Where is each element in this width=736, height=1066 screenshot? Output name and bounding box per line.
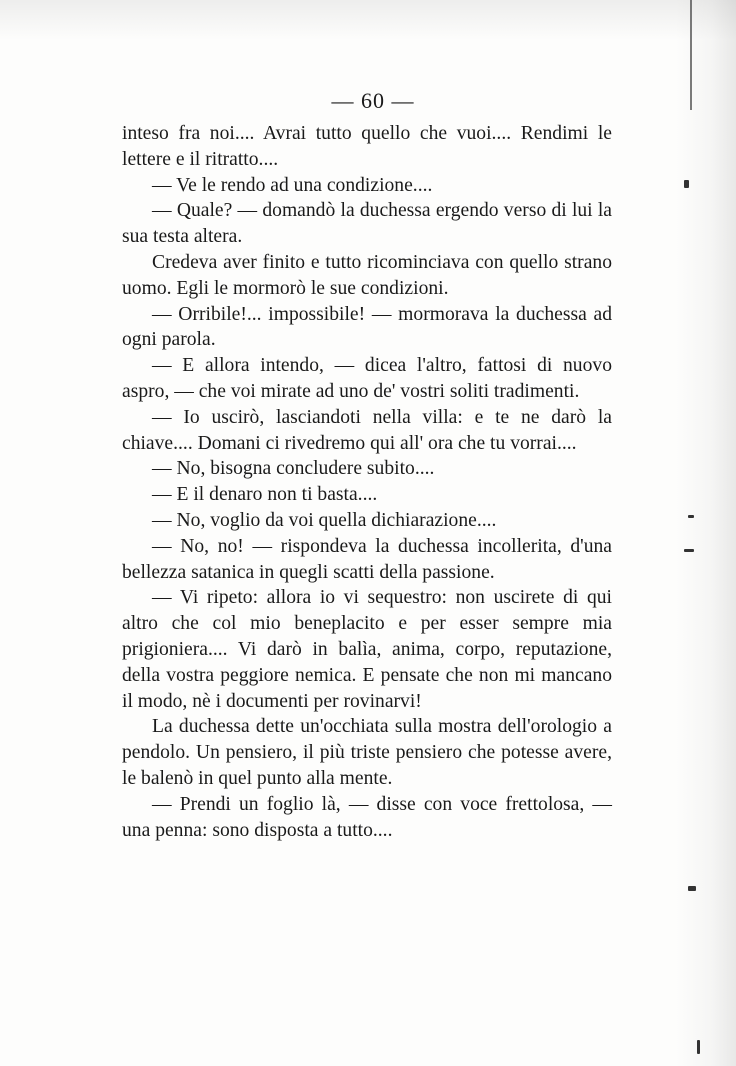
paragraph: — No, no! — rispondeva la duchessa incollerita, d'una bellezza satanica in quegli scatti della passione. — [122, 535, 612, 583]
body-text — [122, 121, 612, 843]
paragraph: — No, bisogna concludere subito.... — [152, 458, 435, 480]
paragraph: — No, voglio da voi quella dichiarazione.... — [152, 509, 497, 531]
paragraph: — Vi ripeto: allora io vi sequestro: non uscirete di qui altro che col mio beneplacito e per esser sempre mia prigioniera.... Vi darò in balìa, anima, corpo, reputazione, della vostra peggiore nemica. E pensate che non mi mancano il modo, nè i documenti per rovinarvi! — [122, 587, 612, 712]
paragraph: — Orribile!... impossibile! — mormorava la duchessa ad ogni parola. — [122, 303, 612, 351]
ink-speck — [684, 180, 689, 188]
paragraph: Credeva aver finito e tutto ricominciava con quello strano uomo. Egli le mormorò le sue condizioni. — [122, 251, 612, 299]
paragraph: — E il denaro non ti basta.... — [152, 484, 378, 506]
page-top-shadow — [0, 0, 736, 40]
page-number: — 60 — — [331, 88, 415, 113]
ink-speck — [697, 1040, 700, 1054]
ink-speck — [684, 549, 694, 552]
paragraph: inteso fra noi.... Avrai tutto quello che vuoi.... Rendimi le lettere e il ritratto.... — [122, 123, 612, 170]
paragraph: — Ve le rendo ad una condizione.... — [152, 174, 433, 196]
ink-speck — [688, 515, 694, 518]
paragraph: — E allora intendo, — dicea l'altro, fattosi di nuovo aspro, — che voi mirate ad uno de' vostri soliti tradimenti. — [122, 355, 612, 402]
ink-speck — [688, 886, 696, 891]
paragraph: La duchessa dette un'occhiata sulla mostra dell'orologio a pendolo. Un pensiero, il più triste pensiero che potesse avere, le balenò in quel punto alla mente. — [122, 716, 612, 789]
paragraph: — Prendi un foglio là, — disse con voce frettolosa, — una penna: sono disposta a tutto.... — [122, 793, 612, 841]
paragraph: — Io uscirò, lasciandoti nella villa: e te ne darò la chiave.... Domani ci rivedremo qui all' ora che tu vorrai.... — [122, 406, 612, 454]
page-right-shadow — [676, 0, 736, 1066]
paragraph: — Quale? — domandò la duchessa ergendo verso di lui la sua testa altera. — [122, 200, 612, 248]
